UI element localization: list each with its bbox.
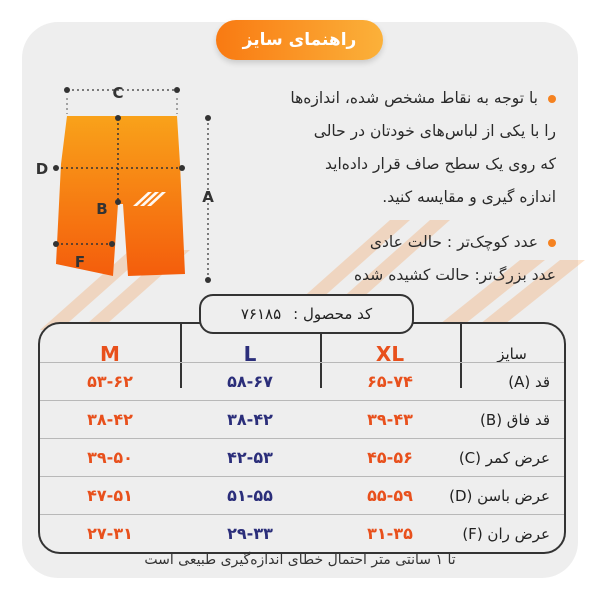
row-label: عرض باسن (D) [449,487,550,505]
note-line: عدد بزرگ‌تر: حالت کشیده شده [354,266,556,284]
instructions-block [290,82,556,214]
size-header-m: M [100,342,120,366]
header-label: سایز [497,345,527,363]
instruction-line: که روی یک سطح صاف قرار داده‌اید [325,155,556,173]
note-line: عدد کوچک‌تر : حالت عادی [369,233,538,251]
size-header-xl: XL [375,342,405,366]
size-table [38,322,566,554]
label-d: D [35,160,49,178]
row-label: قد (A) [508,373,550,391]
label-c: C [112,84,124,102]
page-title: راهنمای سایز [216,20,383,60]
footer-note: تا ۱ سانتی متر احتمال خطای اندازه‌گیری طبیعی است [144,552,456,568]
label-f: F [74,253,86,271]
row-label: قد فاق (B) [480,411,550,429]
size-value: ۳۹-۴۳ [367,410,413,429]
bullet-dot-icon [548,239,556,247]
size-value: ۵۱-۵۵ [227,486,273,505]
size-value: ۳۸-۴۲ [87,410,133,429]
bullet-dot-icon [548,95,556,103]
product-code [199,294,414,334]
table-row [40,476,564,515]
size-value: ۳۸-۴۲ [227,410,273,429]
product-code-value: ۷۶۱۸۵ [240,305,282,323]
table-row [40,362,564,401]
size-value: ۵۸-۶۷ [227,372,273,391]
size-value: ۳۹-۵۰ [87,448,133,467]
size-value: ۴۵-۵۶ [367,448,413,467]
row-label: عرض کمر (C) [458,449,550,467]
product-code-label: کد محصول : [293,305,373,323]
size-value: ۴۷-۵۱ [87,486,133,505]
instruction-line: را با یکی از لباس‌های خودتان در حالی [313,122,556,140]
row-label: عرض ران (F) [462,525,550,543]
label-a: A [202,188,214,206]
instruction-line: اندازه گیری و مقایسه کنید. [382,188,556,206]
size-value: ۵۵-۵۹ [367,486,413,505]
size-value: ۴۲-۵۳ [227,448,273,467]
instruction-line: با توجه به نقاط مشخص شده، اندازه‌ها [290,89,538,107]
table-row [40,400,564,439]
size-value: ۲۹-۳۳ [227,524,273,543]
shorts-diagram [30,84,250,284]
size-value: ۲۷-۳۱ [87,524,133,543]
size-header-l: L [243,342,257,366]
size-value: ۶۵-۷۴ [367,372,413,391]
label-b: B [96,200,108,218]
size-value: ۵۳-۶۲ [87,372,133,391]
table-row [40,438,564,477]
size-value: ۳۱-۳۵ [367,524,413,543]
notes-block [354,226,556,292]
table-row [40,514,564,553]
